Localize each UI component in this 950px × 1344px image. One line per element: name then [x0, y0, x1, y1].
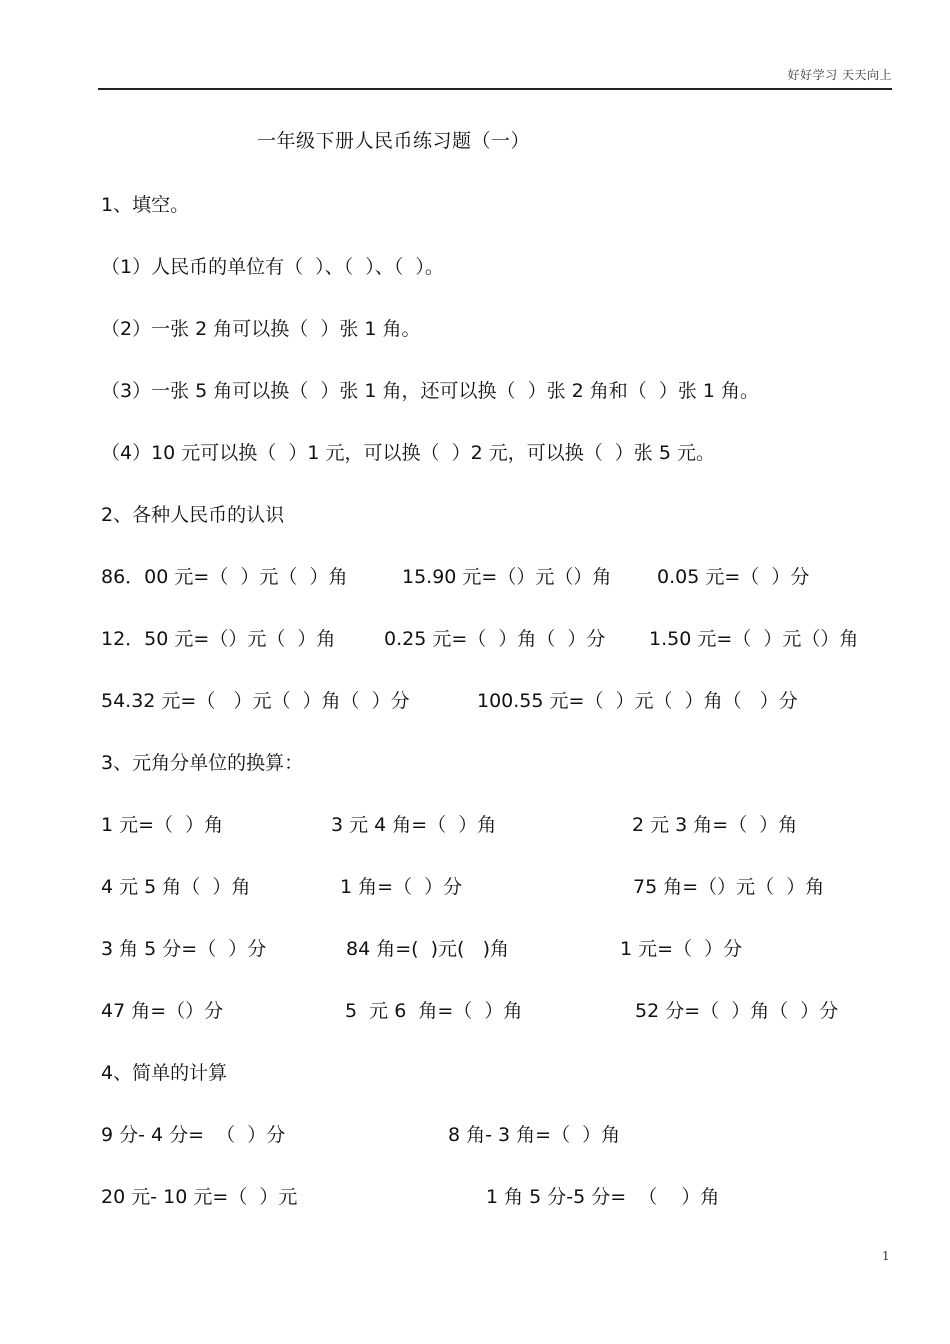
conversion-problem: 47 角=（）分: [101, 1000, 224, 1022]
fill-blank-item-1: （1）人民币的单位有（ ）、（ ）、（ ）。: [101, 256, 444, 278]
conversion-problem: 1 元=（ ）分: [620, 938, 743, 960]
header-motto: 好好学习 天天向上: [787, 68, 892, 82]
conversion-problem: 1 元=（ ）角: [101, 814, 224, 836]
section-1-heading: 1、填空。: [101, 194, 190, 216]
recognition-problem: 54.32 元=（ ）元（ ）角（ ）分: [101, 690, 410, 712]
conversion-problem: 84 角=( )元( )角: [346, 938, 509, 960]
fill-blank-item-3: （3）一张 5 角可以换（ ）张 1 角，还可以换（ ）张 2 角和（ ）张 1 角。: [101, 380, 759, 402]
conversion-problem: 5 元 6 角=（ ）角: [345, 1000, 523, 1022]
recognition-problem: 0.05 元=（ ）分: [657, 566, 810, 588]
page-header: [98, 66, 892, 90]
calculation-problem: 8 角- 3 角=（ ）角: [448, 1124, 621, 1146]
fill-blank-item-4: （4）10 元可以换（ ）1 元，可以换（ ）2 元，可以换（ ）张 5 元。: [101, 442, 715, 464]
recognition-problem: 1.50 元=（ ）元（）角: [649, 628, 859, 650]
recognition-problem: 15.90 元=（）元（）角: [402, 566, 612, 588]
section-4-heading: 4、简单的计算: [101, 1062, 228, 1084]
page-title: 一年级下册人民币练习题（一）: [257, 130, 531, 152]
section-2-heading: 2、各种人民币的认识: [101, 504, 285, 526]
recognition-problem: 12．50 元=（）元（ ）角: [101, 628, 336, 650]
calculation-problem: 9 分- 4 分= （ ）分: [101, 1124, 286, 1146]
recognition-problem: 0.25 元=（ ）角（ ）分: [384, 628, 606, 650]
recognition-problem: 100.55 元=（ ）元（ ）角（ ）分: [477, 690, 798, 712]
conversion-problem: 75 角=（）元（ ）角: [633, 876, 825, 898]
conversion-problem: 3 元 4 角=（ ）角: [331, 814, 497, 836]
calculation-problem: 1 角 5 分-5 分= （ ）角: [486, 1186, 720, 1208]
section-3-heading: 3、元角分单位的换算：: [101, 752, 304, 774]
page-number: 1: [882, 1249, 890, 1263]
conversion-problem: 2 元 3 角=（ ）角: [632, 814, 798, 836]
calculation-problem: 20 元- 10 元=（ ）元: [101, 1186, 298, 1208]
recognition-problem: 86．00 元=（ ）元（ ）角: [101, 566, 348, 588]
conversion-problem: 4 元 5 角（ ）角: [101, 876, 251, 898]
conversion-problem: 3 角 5 分=（ ）分: [101, 938, 267, 960]
conversion-problem: 52 分=（ ）角（ ）分: [635, 1000, 839, 1022]
conversion-problem: 1 角=（ ）分: [340, 876, 463, 898]
fill-blank-item-2: （2）一张 2 角可以换（ ）张 1 角。: [101, 318, 421, 340]
